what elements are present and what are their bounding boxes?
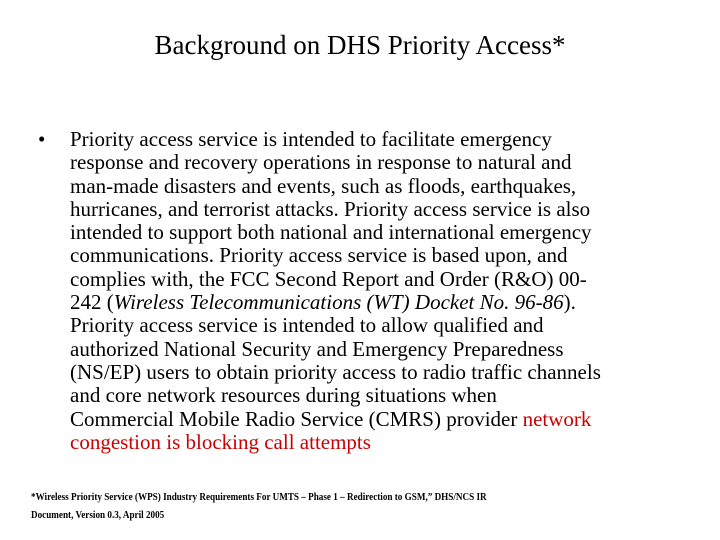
bullet-line-docket bbox=[70, 291, 690, 314]
bullet-line: hurricanes, and terrorist attacks. Priority access service is also bbox=[70, 196, 591, 221]
docket-italic: Wireless Telecommunications (WT) Docket No. 96-86 bbox=[113, 290, 564, 315]
bullet-line: communications. Priority access service is based upon, and bbox=[70, 243, 568, 268]
docket-suffix: ). bbox=[563, 290, 576, 315]
bullet-line: intended to support both national and international emergency bbox=[70, 220, 592, 245]
bullet-line: man-made disasters and events, such as floods, earthquakes, bbox=[70, 173, 577, 198]
bullet-line: response and recovery operations in response to natural and bbox=[70, 150, 572, 175]
bullet-line: Priority access service is intended to facilitate emergency bbox=[70, 127, 552, 151]
bullet-line: Priority access service is intended to allow qualified and bbox=[70, 313, 544, 338]
bullet-marker: • bbox=[38, 127, 46, 151]
docket-prefix: 242 ( bbox=[70, 290, 114, 315]
bullet-line: and core network resources during situations when bbox=[70, 383, 497, 408]
bullet-line: (NS/EP) users to obtain priority access to radio traffic channels bbox=[70, 359, 601, 384]
bullet-line: complies with, the FCC Second Report and Order (R&O) 00- bbox=[70, 266, 587, 291]
cmrs-text: Commercial Mobile Radio Service (CMRS) provider bbox=[70, 406, 523, 431]
footnote-line-1: *Wireless Priority Service (WPS) Industry Requirements For UMTS – Phase 1 – Redirection to GSM,” DHS/NCS IR bbox=[31, 492, 487, 503]
bullet-item bbox=[38, 128, 690, 454]
bullet-text bbox=[70, 128, 690, 454]
footnote-line-2: Document, Version 0.3, April 2005 bbox=[31, 509, 165, 521]
slide-title: Background on DHS Priority Access* bbox=[154, 30, 566, 60]
highlight-network: network bbox=[522, 406, 592, 431]
footnote bbox=[31, 489, 605, 524]
highlight-congestion: congestion is blocking call attempts bbox=[70, 429, 371, 454]
bullet-line: authorized National Security and Emergency Preparedness bbox=[70, 336, 564, 361]
bullet-line-cmrs bbox=[70, 408, 690, 431]
